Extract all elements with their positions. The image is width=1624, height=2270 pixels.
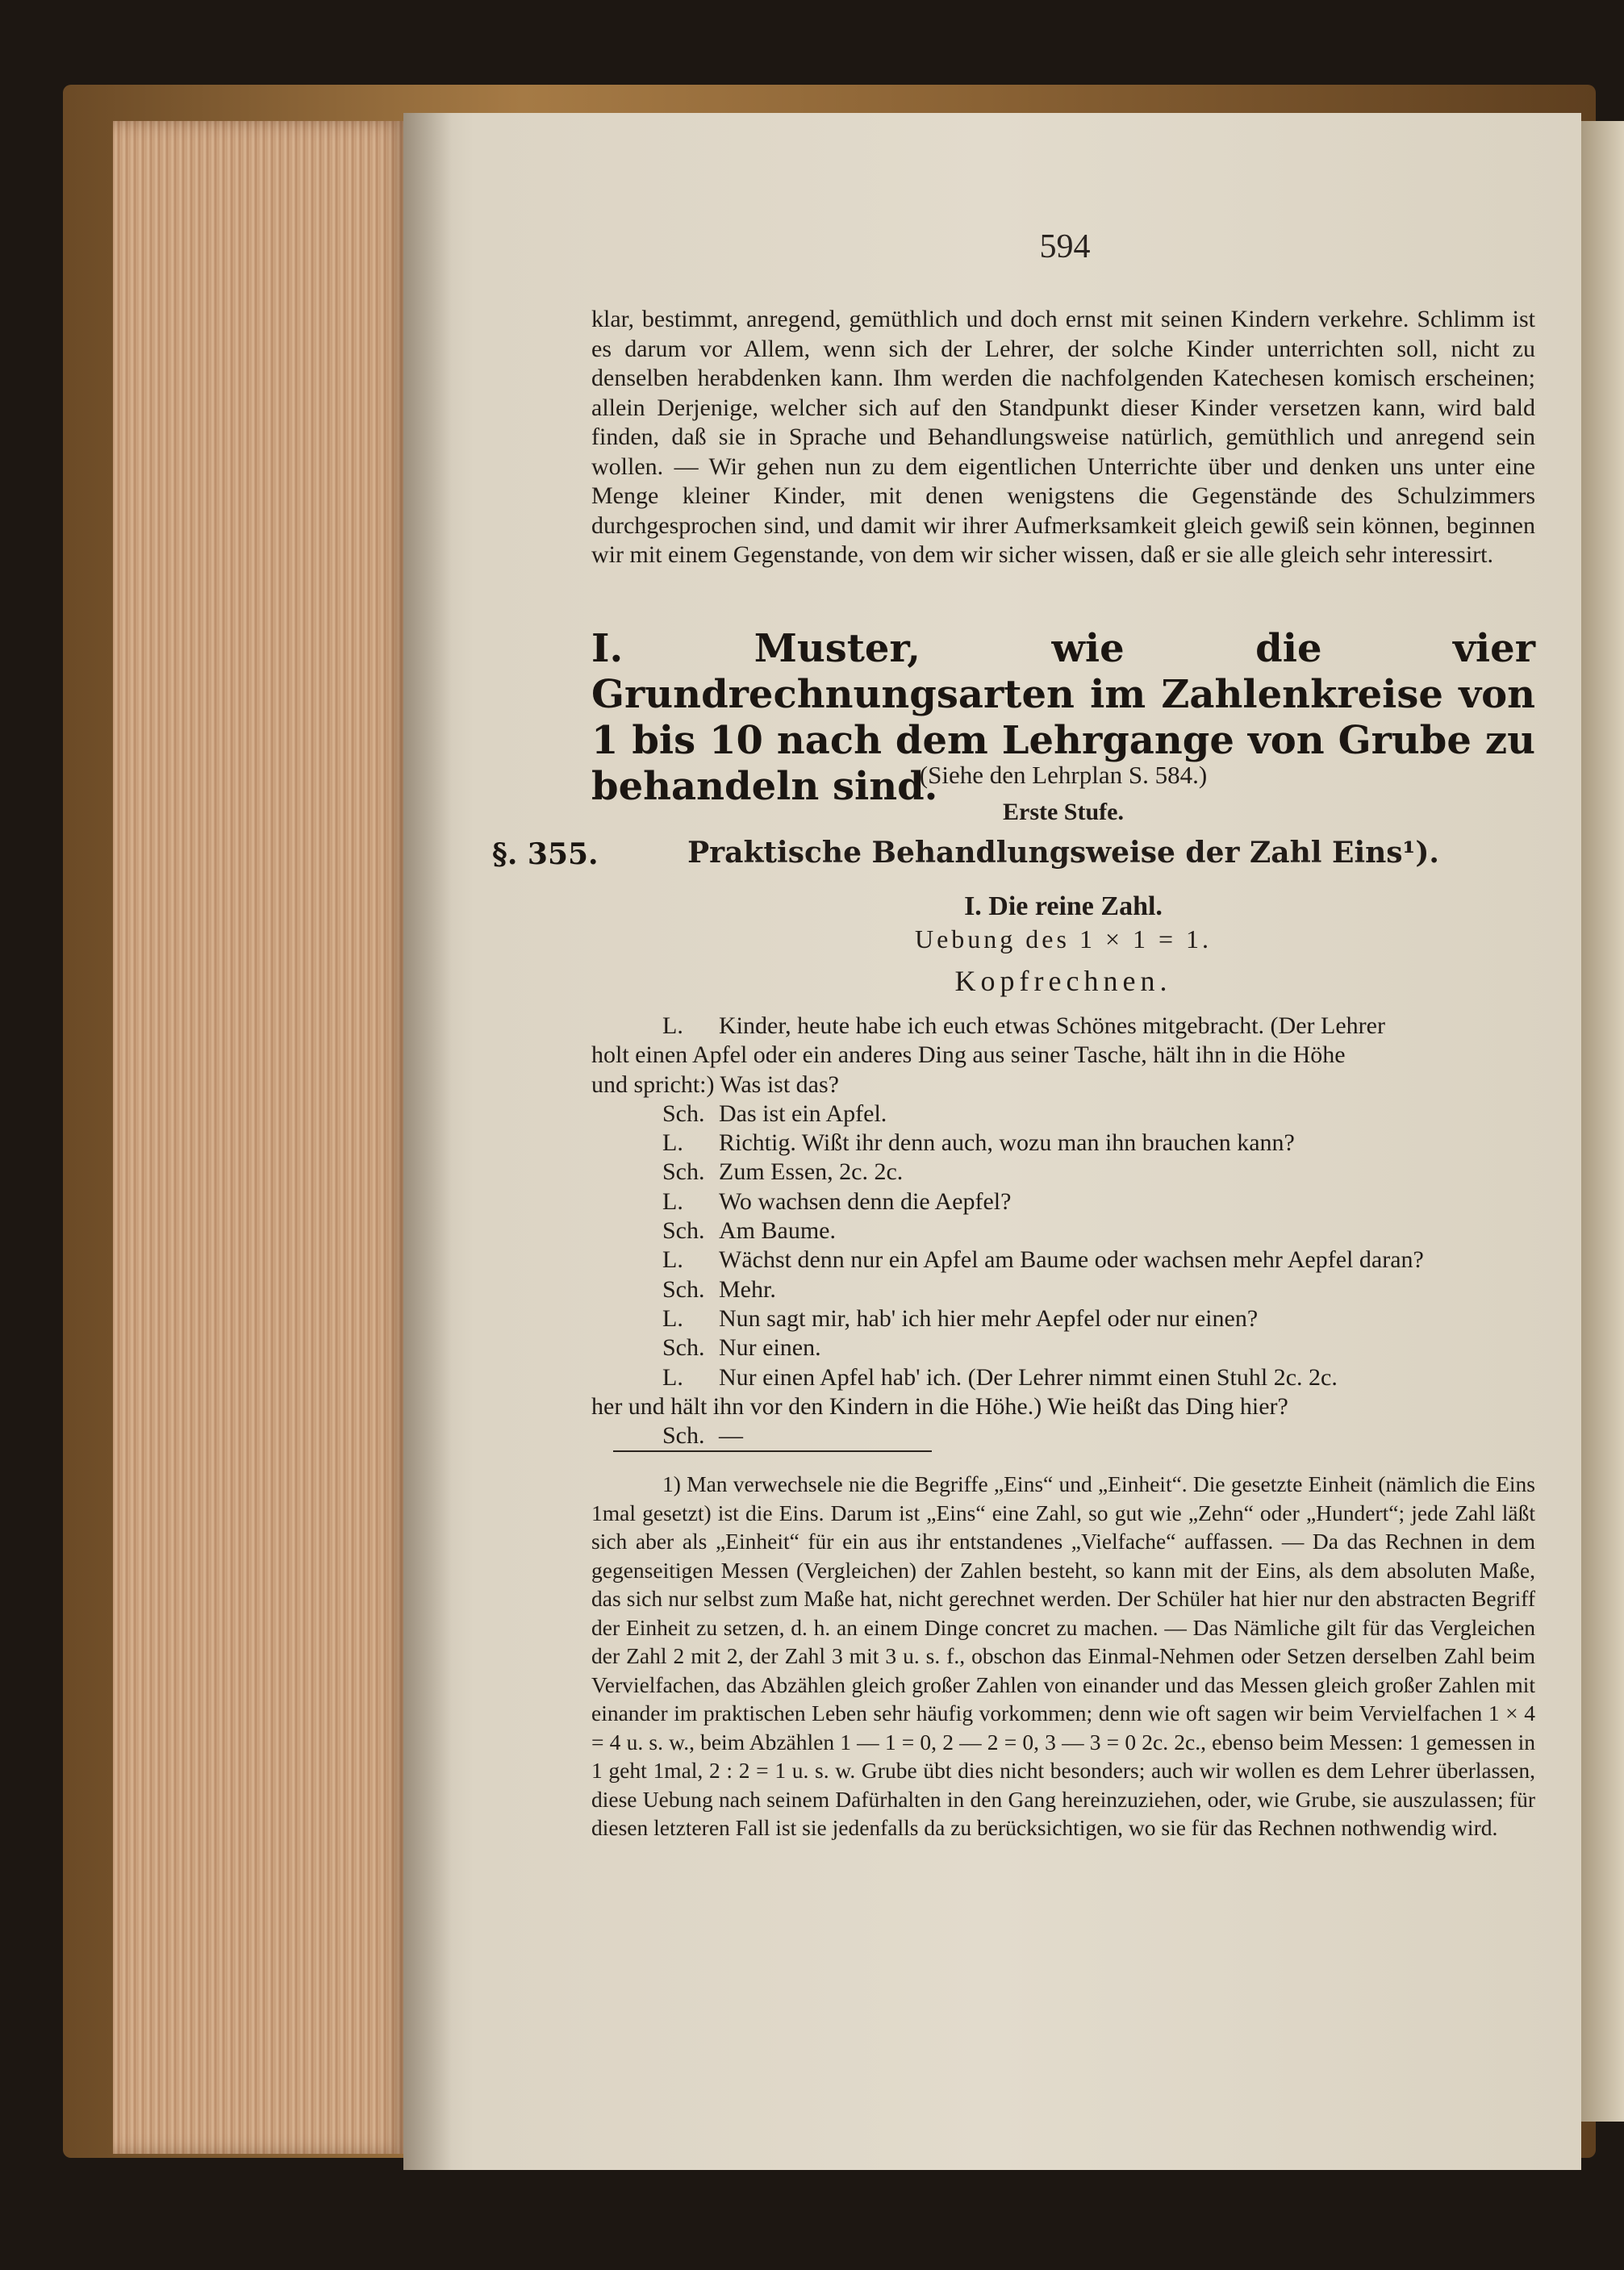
line-text: Am Baume. <box>719 1217 836 1245</box>
dialogue-line <box>591 1392 1535 1421</box>
dialogue-line <box>591 1100 1535 1129</box>
speaker: L. <box>662 1187 683 1215</box>
intro-paragraph: klar, bestimmt, anregend, gemüthlich und doch ernst mit seinen Kindern verkehre. Schlimm ist es darum vor Allem, wenn sich der Lehrer, der solche Kinder unterrichten soll, nicht zu denselben herabdenken kann. Ihm werden die nachfolgenden Katechesen komisch erscheinen; allein Derjenige, welcher sich auf den Standpunkt dieser Kinder versetzen kann, wird bald finden, daß sie in Sprache und Behandlungsweise natürlich, gemüthlich und anregend sein wollen. — Wir gehen nun zu dem eigentlichen Unterrichte über und denken uns unter eine Menge kleiner Kinder, mit denen wenigstens die Gegenstände des Schulzimmers durchgesprochen sind, und damit wir ihrer Aufmerksamkeit gleich gewiß sein können, beginnen wir mit einem Gegenstande, von dem wir sicher wissen, daß er sie alle gleich sehr interessirt. <box>591 306 1535 568</box>
line-text: holt einen Apfel oder ein anderes Ding aus seiner Tasche, hält ihn in die Höhe <box>591 1041 1346 1069</box>
speaker: L. <box>662 1246 683 1274</box>
line-text: Wächst denn nur ein Apfel am Baume oder wachsen mehr Aepfel daran? <box>719 1246 1424 1274</box>
dialogue-line <box>591 1246 1535 1275</box>
facing-page-edge <box>1581 121 1624 2122</box>
speaker: Sch. <box>662 1100 705 1127</box>
line-text: Nur einen. <box>719 1334 821 1362</box>
line-text: — <box>719 1422 743 1450</box>
speaker: L. <box>662 1363 683 1391</box>
dialogue-line <box>591 1070 1535 1100</box>
line-text: Richtig. Wißt ihr denn auch, wozu man ihn brauchen kann? <box>719 1129 1295 1157</box>
gutter-shadow <box>403 113 452 2170</box>
line-text: Kinder, heute habe ich euch etwas Schönes mitgebracht. (Der Lehrer <box>719 1012 1385 1039</box>
dialogue-line <box>591 1363 1535 1392</box>
footnote <box>591 1470 1535 1842</box>
chapter-heading: I. Muster, wie die vier Grundrechnungsarten im Zahlenkreise von 1 bis 10 nach dem Lehrgange von Grube zu behandeln sind. <box>591 626 1535 809</box>
page-edges <box>113 121 407 2154</box>
speaker: Sch. <box>662 1275 705 1303</box>
dialogue-line <box>591 1304 1535 1333</box>
line-text: Nur einen Apfel hab' ich. (Der Lehrer nimmt einen Stuhl 2c. 2c. <box>719 1363 1338 1391</box>
dialogue-line <box>591 1187 1535 1216</box>
line-text: Wo wachsen denn die Aepfel? <box>719 1187 1012 1215</box>
line-text: Zum Essen, 2c. 2c. <box>719 1158 904 1186</box>
exercise-title: Uebung des 1 × 1 = 1. <box>914 924 1213 953</box>
dialogue-line <box>591 1216 1535 1246</box>
line-text: her und hält ihn vor den Kindern in die Höhe.) Wie heißt das Ding hier? <box>591 1392 1288 1420</box>
line-text: Mehr. <box>719 1275 776 1303</box>
speaker: Sch. <box>662 1158 705 1186</box>
kopfrechnen-title: Kopfrechnen. <box>954 965 1172 997</box>
stage-label: Erste Stufe. <box>1003 799 1124 825</box>
speaker: Sch. <box>662 1422 705 1450</box>
dialogue-line <box>591 1012 1535 1041</box>
dialogue-line <box>591 1041 1535 1070</box>
lehrplan-reference: (Siehe den Lehrplan S. 584.) <box>919 761 1208 789</box>
dialogue-line <box>591 1129 1535 1158</box>
page-number: 594 <box>1039 228 1091 265</box>
dialogue-line <box>591 1158 1535 1187</box>
section-title: Praktische Behandlungsweise der Zahl Eins¹). <box>687 836 1439 870</box>
dialogue-line <box>591 1421 1535 1450</box>
footnote-rule <box>613 1450 932 1452</box>
speaker: Sch. <box>662 1217 705 1245</box>
dialogue-line <box>591 1333 1535 1362</box>
dialogue <box>591 1012 1535 1450</box>
speaker: L. <box>662 1012 683 1039</box>
speaker: Sch. <box>662 1334 705 1362</box>
section-number: §. 355. <box>492 837 599 871</box>
speaker: L. <box>662 1129 683 1157</box>
line-text: Nun sagt mir, hab' ich hier mehr Aepfel oder nur einen? <box>719 1304 1259 1332</box>
line-text: Das ist ein Apfel. <box>719 1100 887 1127</box>
footnote-text: 1) Man verwechsele nie die Begriffe „Eins“ und „Einheit“. Die gesetzte Einheit (nämlich die Eins 1mal gesetzt) ist die Eins. Darum ist „Eins“ eine Zahl, so gut wie „Zehn“ oder „Hundert“; jede Zahl läßt sich aber als „Einheit“ für ein aus ihr entstandenes „Vielfache“ auffassen. — Da das Rechnen in dem gegenseitigen Messen (Vergleichen) der Zahlen besteht, so kann mit der Eins, als dem absoluten Maße, das sich nur selbst zum Maße hat, nicht gerechnet werden. Der Schüler hat hier nur den abstracten Begriff der Einheit zu setzen, d. h. an einem Dinge concret zu machen. — Das Nämliche gilt für das Vergleichen der Zahl 2 mit 2, der Zahl 3 mit 3 u. s. f., obschon das Einmal-Nehmen oder Setzen derselben Zahl beim Vervielfachen, das Abzählen gleich großer Zahlen von einander und das Messen gleich großer Zahlen mit einander im praktischen Leben sehr häufig vorkommen; denn wie oft sagen wir beim Vervielfachen 1 × 4 = 4 u. s. w., beim Abzählen 1 — 1 = 0, 2 — 2 = 0, 3 — 3 = 0 2c. 2c., ebenso beim Messen: 1 gemessen in 1 geht 1mal, 2 : 2 = 1 u. s. w. Grube übt dies nicht besonders; auch wir wollen es dem Lehrer überlassen, diese Uebung nach seinem Dafürhalten in den Gang hereinzuziehen, oder, wie Grube, sie auszulassen; für diesen letzteren Fall ist sie jedenfalls da zu berücksichtigen, wo sie für das Rechnen nothwendig wird. <box>591 1471 1535 1840</box>
line-text: und spricht:) Was ist das? <box>591 1070 839 1098</box>
speaker: L. <box>662 1304 683 1332</box>
dialogue-line <box>591 1275 1535 1304</box>
subheading: I. Die reine Zahl. <box>964 891 1163 921</box>
